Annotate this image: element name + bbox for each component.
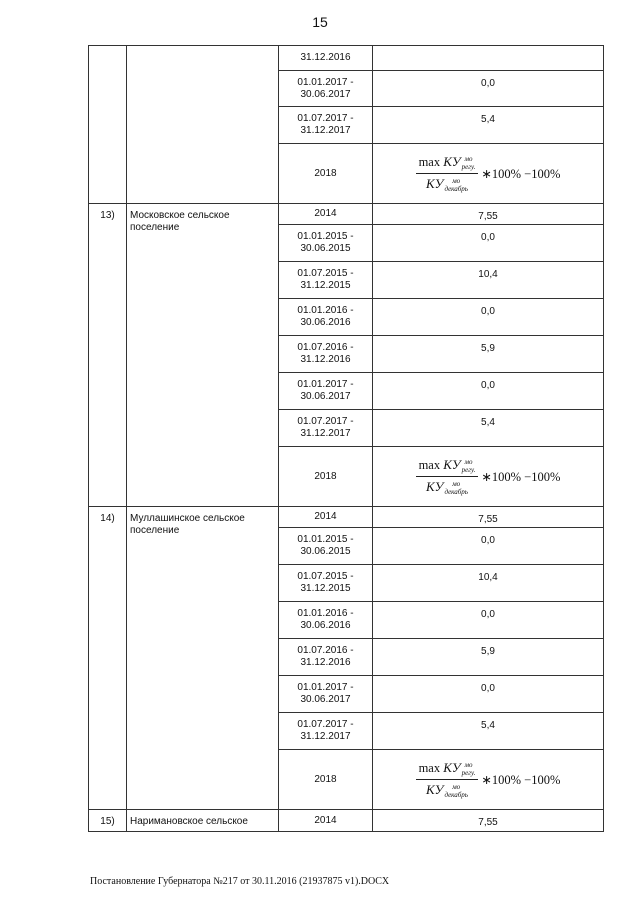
value-cell: 7,55 [373, 204, 604, 225]
table-row [89, 507, 604, 528]
value-formula-cell [373, 447, 604, 507]
period-cell: 01.07.2016 - 31.12.2016 [279, 336, 373, 373]
entry-number: 15) [89, 810, 127, 832]
value-cell: 0,0 [373, 299, 604, 336]
document-footer: Постановление Губернатора №217 от 30.11.2016 (21937875 v1).DOCX [90, 876, 390, 887]
table-row [89, 810, 604, 832]
period-cell: 01.01.2016 - 30.06.2016 [279, 602, 373, 639]
period-cell: 31.12.2016 [279, 46, 373, 71]
value-cell: 10,4 [373, 262, 604, 299]
value-cell: 0,0 [373, 602, 604, 639]
entry-number: 14) [89, 507, 127, 810]
period-cell: 01.07.2015 - 31.12.2015 [279, 565, 373, 602]
value-cell: 0,0 [373, 71, 604, 107]
value-cell: 10,4 [373, 565, 604, 602]
period-cell: 2014 [279, 204, 373, 225]
table-row [89, 204, 604, 225]
formula: max KУ мо регу. KУ мо декабрь ∗100% −100% [416, 457, 561, 496]
settlement-name: Муллашинское сельское поселение [127, 507, 279, 810]
period-cell: 2018 [279, 447, 373, 507]
period-cell: 2014 [279, 507, 373, 528]
value-cell: 5,9 [373, 336, 604, 373]
value-formula-cell [373, 144, 604, 204]
value-cell: 5,4 [373, 713, 604, 750]
formula: max KУ мо регу. KУ мо декабрь ∗100% −100% [416, 154, 561, 193]
num-cell [89, 46, 127, 204]
value-cell: 0,0 [373, 528, 604, 565]
period-cell: 01.07.2017 - 31.12.2017 [279, 107, 373, 144]
value-cell: 5,9 [373, 639, 604, 676]
period-cell: 2018 [279, 750, 373, 810]
value-cell: 5,4 [373, 107, 604, 144]
table-row [89, 46, 604, 71]
tariff-table [88, 45, 604, 832]
value-cell: 0,0 [373, 373, 604, 410]
value-cell: 0,0 [373, 225, 604, 262]
value-formula-cell [373, 750, 604, 810]
entry-number: 13) [89, 204, 127, 507]
settlement-name: Наримановское сельское [127, 810, 279, 832]
page-number: 15 [312, 14, 328, 30]
period-cell: 01.07.2017 - 31.12.2017 [279, 713, 373, 750]
value-cell [373, 46, 604, 71]
period-cell: 01.01.2015 - 30.06.2015 [279, 225, 373, 262]
name-cell [127, 46, 279, 204]
period-cell: 2014 [279, 810, 373, 832]
value-cell: 7,55 [373, 507, 604, 528]
period-cell: 01.01.2015 - 30.06.2015 [279, 528, 373, 565]
period-cell: 01.01.2017 - 30.06.2017 [279, 71, 373, 107]
period-cell: 01.07.2017 - 31.12.2017 [279, 410, 373, 447]
value-cell: 7,55 [373, 810, 604, 832]
period-cell: 01.01.2016 - 30.06.2016 [279, 299, 373, 336]
settlement-name: Московское сельское поселение [127, 204, 279, 507]
value-cell: 0,0 [373, 676, 604, 713]
period-cell: 01.01.2017 - 30.06.2017 [279, 676, 373, 713]
period-cell: 01.07.2015 - 31.12.2015 [279, 262, 373, 299]
period-cell: 01.07.2016 - 31.12.2016 [279, 639, 373, 676]
period-cell: 2018 [279, 144, 373, 204]
value-cell: 5,4 [373, 410, 604, 447]
period-cell: 01.01.2017 - 30.06.2017 [279, 373, 373, 410]
formula: max KУ мо регу. KУ мо декабрь ∗100% −100% [416, 760, 561, 799]
